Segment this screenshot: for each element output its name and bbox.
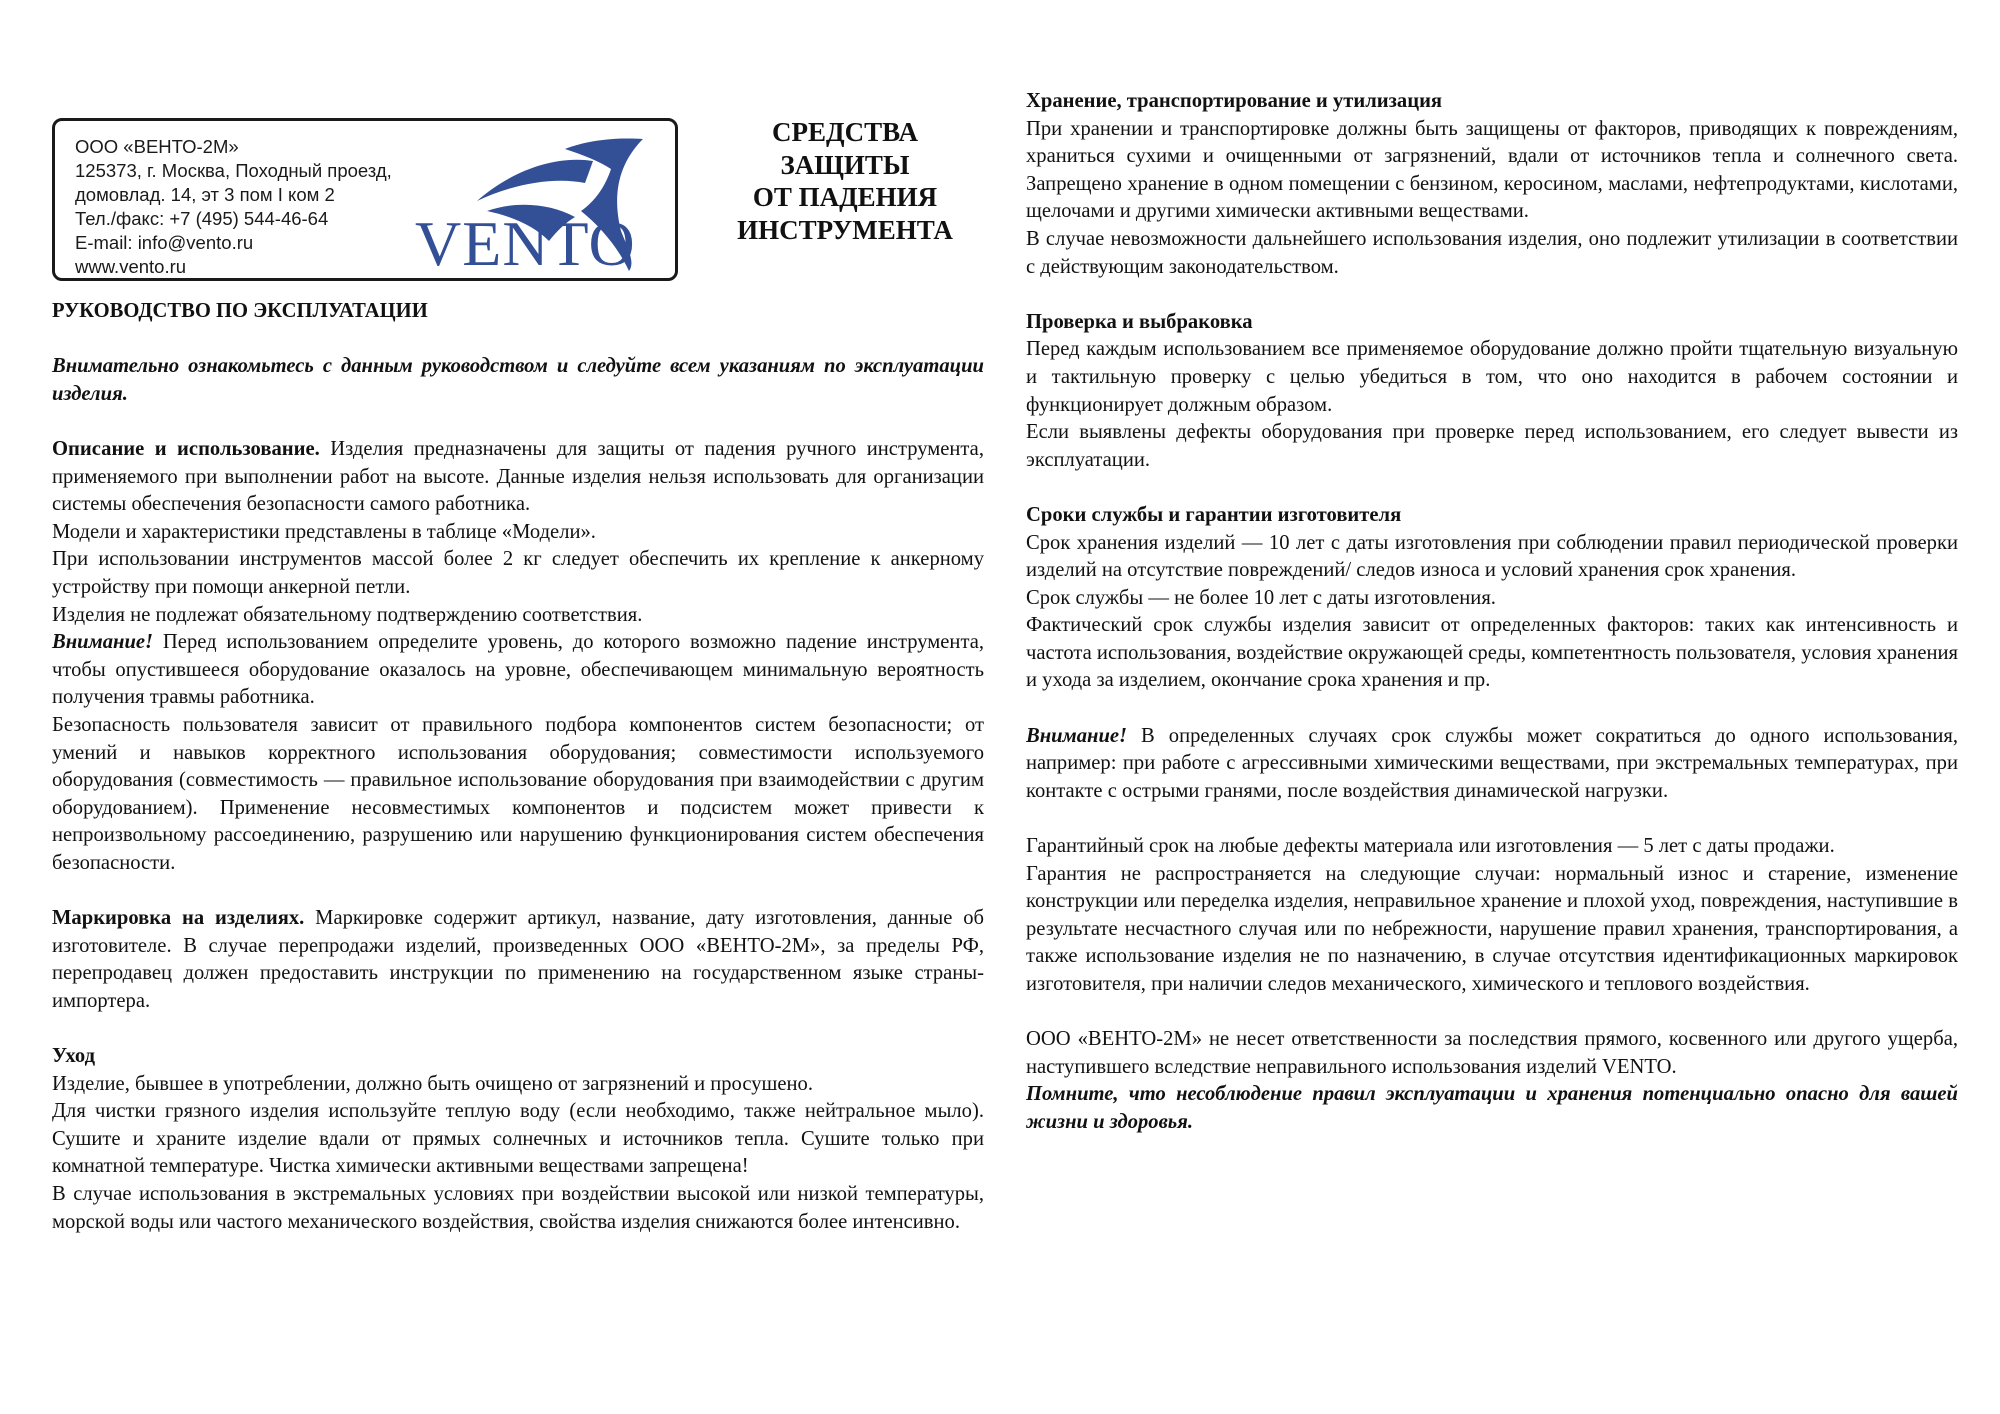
service-life-paragraph-1: Срок хранения изделий — 10 лет с даты изготовления при соблюдении правил периодической проверки изделий на отсутствие повреждений/ следов износа и условий хранения срок хранения. [1026, 531, 1958, 582]
attention-label: Внимание! [52, 631, 154, 654]
mass-paragraph: При использовании инструментов массой более 2 кг следует обеспечить их крепление к анкерному устройству при помощи анкерной петли. [52, 548, 984, 598]
company-name: ООО «ВЕНТО-2М» [75, 136, 239, 157]
title-line: ЗАЩИТЫ [780, 149, 910, 180]
company-address-line2: домовлад. 14, эт 3 пом I ком 2 [75, 184, 335, 205]
description-text: Изделия предназначены для защиты от падения ручного инструмента, применяемого при выполнении работ на высоте. Данные изделия нельзя использовать для организации системы обеспечения безопасности самого работника. [52, 437, 984, 516]
service-life-paragraph-2: Срок службы — не более 10 лет с даты изготовления. [1026, 586, 1496, 609]
warranty-paragraph-1: Гарантийный срок на любые дефекты материала или изготовления — 5 лет с даты продажи. [1026, 835, 1835, 858]
title-line: ОТ ПАДЕНИЯ [752, 182, 938, 212]
right-column [1026, 88, 1958, 1137]
title-line: ИНСТРУМЕНТА [737, 214, 953, 245]
attention-text: Перед использованием определите уровень, до которого возможно падение инструмента, чтобы опустившееся оборудование оказалось на уровне, обеспечивающем минимальную вероятность получения травмы работника. [52, 631, 984, 709]
right-attention-text: В определенных случаях срок службы может сократиться до одного использования, например: при работе с агрессивными химическими веществами, при экстремальных температурах, при контакте с острыми гранями, после воздействия динамической нагрузки. [1026, 724, 1958, 802]
title-line: СРЕДСТВА [772, 117, 918, 147]
attention-paragraph [52, 629, 984, 712]
description-paragraph [52, 436, 984, 519]
right-attention-label: Внимание! [1026, 724, 1128, 747]
check-heading: Проверка и выбраковка [1026, 310, 1253, 333]
vento-logo [415, 131, 675, 277]
right-attention-paragraph [1026, 723, 1958, 806]
document-title [700, 116, 990, 246]
care-paragraph-2: Для чистки грязного изделия используйте теплую воду (если необходимо, также нейтральное мыло). Сушите и храните изделие вдали от прямых солнечных и источников тепла. Сушите только при комнатной температуре. Чистка химически активными веществами запрещена! [52, 1100, 984, 1178]
marking-paragraph [52, 905, 984, 1015]
marking-text: Маркировке содержит артикул, название, дату изготовления, данные об изготовителе. В случае перепродажи изделий, произведенных ООО «ВЕНТО-2М», за пределы РФ, перепродавец должен предоставить инструкции по применению на государственном языке страны-импортера. [52, 907, 984, 1012]
liability-paragraph: ООО «ВЕНТО-2М» не несет ответственности за последствия прямого, косвенного или другого ущерба, наступившего вследствие неправильного использования изделий VENTO. [1026, 1028, 1958, 1078]
company-website: www.vento.ru [75, 256, 187, 277]
company-phone: Тел./факс: +7 (495) 544-46-64 [75, 208, 329, 229]
check-paragraph-1: Перед каждым использованием все применяемое оборудование должно пройти тщательную визуальную и тактильную проверку с целью убедиться в том, что оно находится в рабочем состоянии и функционирует должным образом. [1026, 338, 1958, 416]
company-contacts [75, 135, 392, 279]
service-life-paragraph-3: Фактический срок службы изделия зависит от определенных факторов: таких как интенсивность и частота использования, воздействие окружающей среды, компетентность пользователя, условия хранения и ухода за изделием, окончание срока хранения и пр. [1026, 614, 1958, 692]
models-paragraph: Модели и характеристики представлены в таблице «Модели». [52, 520, 596, 543]
care-paragraph-3: В случае использования в экстремальных условиях при воздействии высокой или низкой температуры, морской воды или частого механического воздействия, свойства изделия снижаются более интенсивно. [52, 1183, 984, 1233]
remember-note: Помните, что несоблюдение правил эксплуатации и хранения потенциально опасно для вашей жизни и здоровья. [1026, 1083, 1958, 1133]
manual-heading: РУКОВОДСТВО ПО ЭКСПЛУАТАЦИИ [52, 300, 428, 322]
vento-logo-text: VENTO [415, 208, 636, 279]
certification-paragraph: Изделия не подлежат обязательному подтверждению соответствия. [52, 603, 643, 626]
care-paragraph-1: Изделие, бывшее в употреблении, должно быть очищено от загрязнений и просушено. [52, 1072, 813, 1095]
description-label: Описание и использование. [52, 437, 320, 460]
storage-heading: Хранение, транспортирование и утилизация [1026, 90, 1443, 112]
company-email: E-mail: info@vento.ru [75, 232, 254, 253]
check-paragraph-2: Если выявлены дефекты оборудования при проверке перед использованием, его следует вывести из эксплуатации. [1026, 421, 1958, 471]
company-header-box [52, 118, 678, 281]
storage-paragraph-2: В случае невозможности дальнейшего использования изделия, оно подлежит утилизации в соответствии с действующим законодательством. [1026, 227, 1958, 278]
left-column [52, 298, 984, 1236]
warranty-paragraph-2: Гарантия не распространяется на следующие случаи: нормальный износ и старение, изменение конструкции или переделка изделия, неправильное хранение и плохой уход, повреждения, наступившие в результате несчастного случая или по небрежности, нарушение правил хранения, транспортирования, а также использование изделия не по назначению, в случае отсутствия идентификационных маркировок изготовителя, при наличии следов механического, химического и теплового воздействия. [1026, 862, 1958, 995]
intro-note: Внимательно ознакомьтесь с данным руководством и следуйте всем указаниям по эксплуатации изделия. [52, 355, 984, 405]
safety-paragraph: Безопасность пользователя зависит от правильного подбора компонентов систем безопасности; от умений и навыков корректного использования оборудования; совместимости используемого оборудования (совместимость — правильное использование оборудования при взаимодействии с другим оборудованием). Применение несовместимых компонентов и подсистем может привести к непроизвольному рассоединению, разрушению или нарушению функционирования систем обеспечения безопасности. [52, 713, 984, 874]
company-address-line1: 125373, г. Москва, Походный проезд, [75, 160, 392, 181]
marking-label: Маркировка на изделиях. [52, 907, 305, 930]
care-heading: Уход [52, 1045, 96, 1068]
storage-paragraph-1: При хранении и транспортировке должны быть защищены от факторов, приводящих к повреждениям, храниться сухими и очищенными от загрязнений, вдали от источников тепла и солнечного света. Запрещено хранение в одном помещении с бензином, керосином, маслами, нефтепродуктами, кислотами, щелочами и другими химически активными веществами. [1026, 117, 1958, 223]
service-life-heading: Сроки службы и гарантии изготовителя [1026, 503, 1402, 526]
